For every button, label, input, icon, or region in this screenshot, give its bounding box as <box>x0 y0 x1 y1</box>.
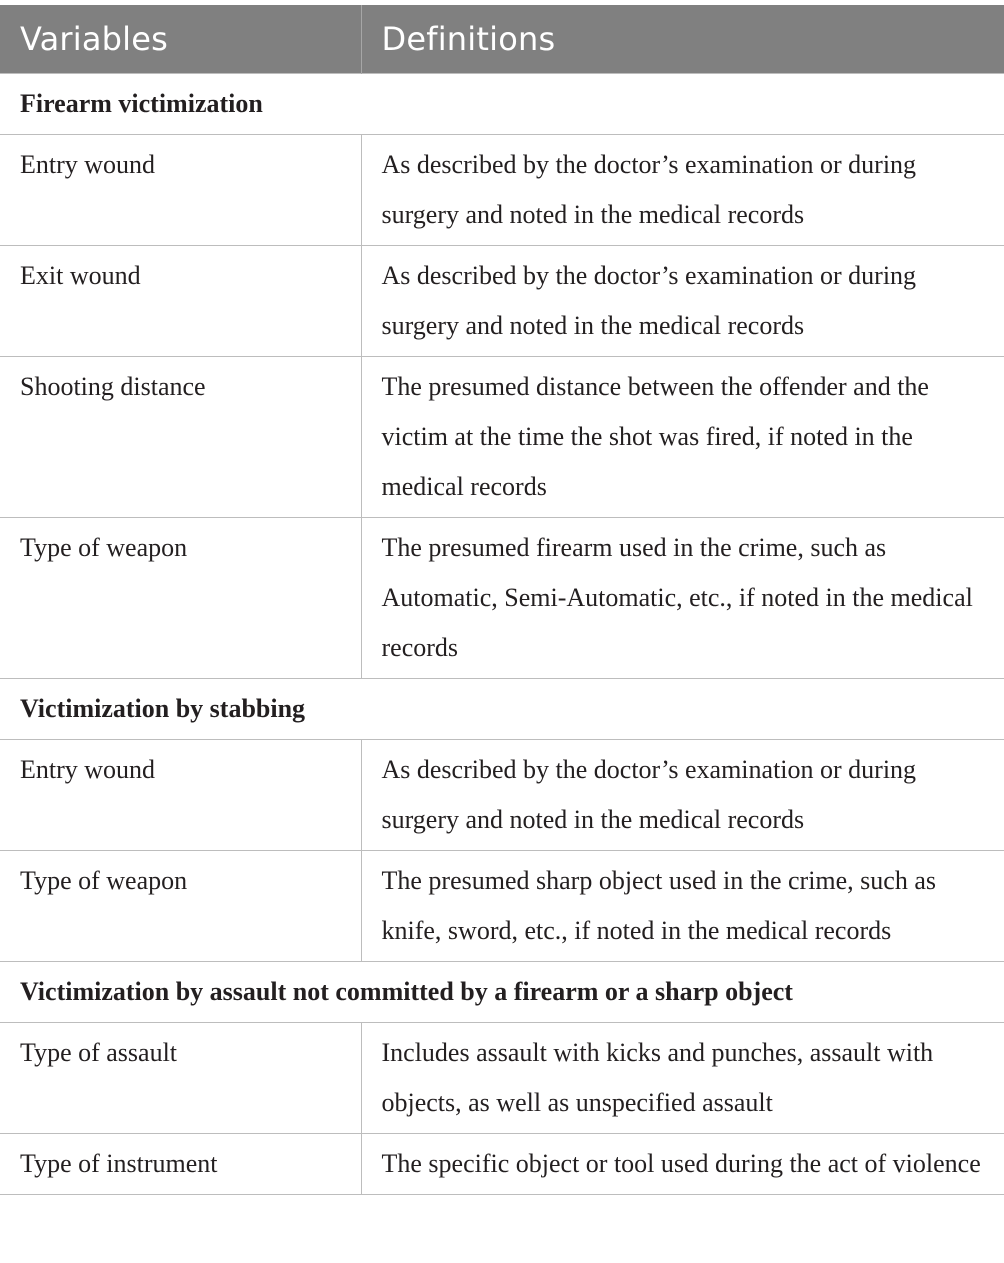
table-header <box>0 5 1004 74</box>
section-title: Victimization by assault not committed by a firearm or a sharp object <box>0 962 1004 1023</box>
definition-cell: As described by the doctor’s examination or during surgery and noted in the medical records <box>361 246 1004 357</box>
definition-cell: As described by the doctor’s examination or during surgery and noted in the medical records <box>361 740 1004 851</box>
definition-cell: Includes assault with kicks and punches, assault with objects, as well as unspecified assault <box>361 1023 1004 1134</box>
header-variables: Variables <box>0 5 361 74</box>
table-row <box>0 1134 1004 1195</box>
table-row <box>0 1023 1004 1134</box>
definition-cell: The presumed distance between the offender and the victim at the time the shot was fired, if noted in the medical records <box>361 357 1004 518</box>
section-title: Victimization by stabbing <box>0 679 1004 740</box>
definition-cell: As described by the doctor’s examination or during surgery and noted in the medical records <box>361 135 1004 246</box>
variable-cell: Type of assault <box>0 1023 361 1134</box>
table-row <box>0 246 1004 357</box>
variable-cell: Type of weapon <box>0 518 361 679</box>
table-row <box>0 518 1004 679</box>
table-body <box>0 74 1004 1195</box>
table-row <box>0 851 1004 962</box>
section-row <box>0 74 1004 135</box>
variable-cell: Type of weapon <box>0 851 361 962</box>
table-row <box>0 135 1004 246</box>
variable-cell: Entry wound <box>0 135 361 246</box>
definitions-table-container <box>0 5 1004 1195</box>
section-row <box>0 962 1004 1023</box>
section-title: Firearm victimization <box>0 74 1004 135</box>
variable-cell: Type of instrument <box>0 1134 361 1195</box>
definition-cell: The presumed sharp object used in the crime, such as knife, sword, etc., if noted in the medical records <box>361 851 1004 962</box>
table-row <box>0 740 1004 851</box>
variable-cell: Exit wound <box>0 246 361 357</box>
table-row <box>0 357 1004 518</box>
definition-cell: The specific object or tool used during the act of violence <box>361 1134 1004 1195</box>
header-row <box>0 5 1004 74</box>
definitions-table <box>0 5 1004 1195</box>
variable-cell: Entry wound <box>0 740 361 851</box>
definition-cell: The presumed firearm used in the crime, such as Automatic, Semi-Automatic, etc., if noted in the medical records <box>361 518 1004 679</box>
header-definitions: Definitions <box>361 5 1004 74</box>
section-row <box>0 679 1004 740</box>
variable-cell: Shooting distance <box>0 357 361 518</box>
